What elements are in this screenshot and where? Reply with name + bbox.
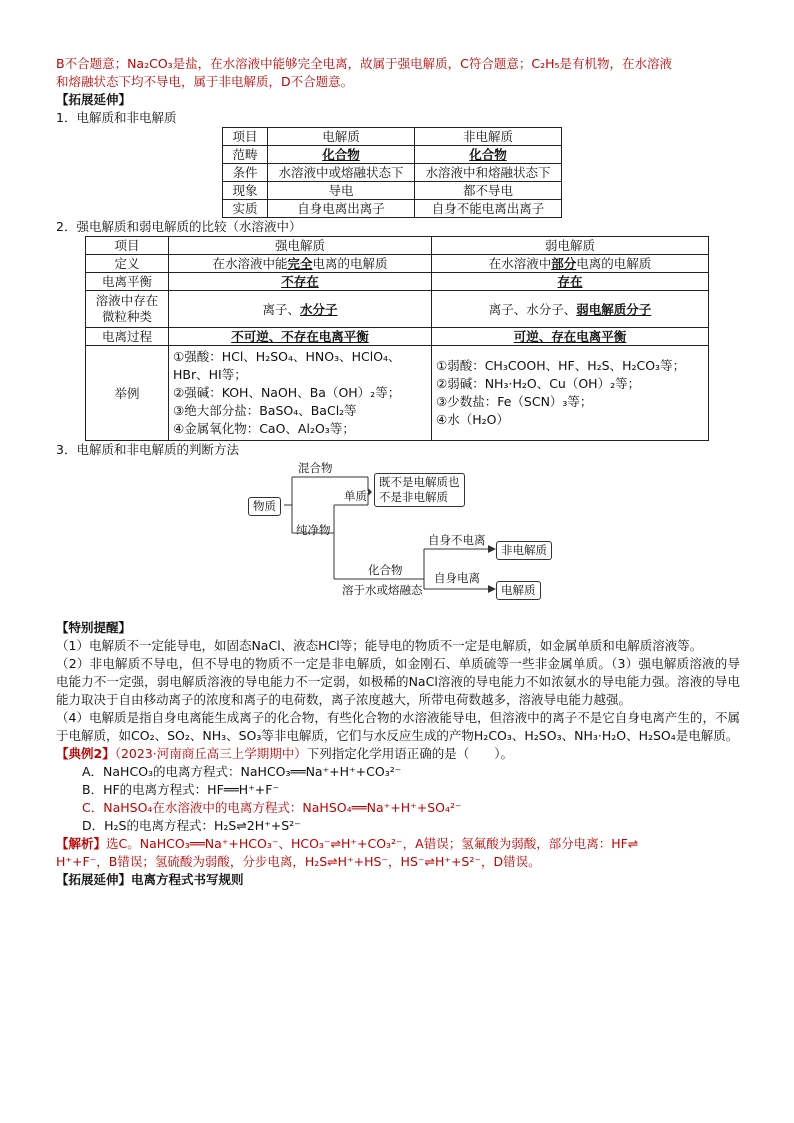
table-cell: 电离过程 <box>86 328 169 346</box>
table-cell: 离子、水分子、弱电解质分子 <box>432 291 709 328</box>
table-cell: 化合物 <box>268 146 415 164</box>
table-row <box>223 182 562 200</box>
extension-heading: 【拓展延伸】 <box>56 92 132 107</box>
label-ionize: 自身电离 <box>434 571 480 585</box>
table-row <box>86 346 709 441</box>
analysis-line-2: H⁺+F⁻，B错误；氢硫酸为弱酸，分步电离，H₂S⇌H⁺+HS⁻，HS⁻⇌H⁺+S²⁻，D错误。 <box>56 854 541 869</box>
table-cell: 在水溶液中部分电离的电解质 <box>432 255 709 273</box>
table-header-row <box>86 237 709 255</box>
electrolyte-table <box>222 127 562 218</box>
table-header-cell: 电解质 <box>268 128 415 146</box>
example-item: ②强碱：KOH、NaOH、Ba（OH）₂等； <box>173 385 401 400</box>
section-1-title: 1．电解质和非电解质 <box>56 110 177 125</box>
label-element: 单质 <box>344 489 367 503</box>
table-row <box>86 255 709 273</box>
document-page <box>56 55 740 889</box>
table-cell <box>169 346 432 441</box>
example-item: ①弱酸：CH₃COOH、HF、H₂S、H₂CO₃等； <box>436 358 686 373</box>
table-row <box>223 164 562 182</box>
example-item: ④金属氧化物：CaO、Al₂O₃等； <box>173 421 355 436</box>
example-question: 下列指定化学用语正确的是（ ）。 <box>306 746 514 761</box>
table-header-cell: 非电解质 <box>415 128 562 146</box>
intro-line-2: 和熔融状态下均不导电，属于非电解质，D不合题意。 <box>56 74 354 89</box>
label-not-ionize: 自身不电离 <box>428 533 486 547</box>
table-row <box>223 200 562 218</box>
table-cell: 范畴 <box>223 146 268 164</box>
strong-weak-table <box>85 236 709 441</box>
label-pure-substance: 纯净物 <box>296 523 331 537</box>
table-header-cell: 强电解质 <box>169 237 432 255</box>
table-cell: 导电 <box>268 182 415 200</box>
analysis-line-1: 【解析】选C。NaHCO₃══Na⁺+HCO₃⁻、HCO₃⁻⇌H⁺+CO₃²⁻，A错误；氢氟酸为弱酸，部分电离：HF⇌ <box>56 836 639 851</box>
table-cell: 现象 <box>223 182 268 200</box>
label-dissolve-or-melt: 溶于水或熔融态 <box>342 583 423 597</box>
table-header-row <box>223 128 562 146</box>
option-b: B．HF的电离方程式：HF══H⁺+F⁻ <box>82 782 280 797</box>
table-cell: 电离平衡 <box>86 273 169 291</box>
table-header-cell: 弱电解质 <box>432 237 709 255</box>
table-cell: 都不导电 <box>415 182 562 200</box>
table-cell: 水溶液中或熔融状态下 <box>268 164 415 182</box>
section-2-title: 2．强电解质和弱电解质的比较（水溶液中） <box>56 219 302 234</box>
example-item: ①强酸：HCl、H₂SO₄、HNO₃、HClO₄、HBr、HI等； <box>173 349 401 382</box>
extension-heading-2: 【拓展延伸】电离方程式书写规则 <box>56 872 244 887</box>
node-electrolyte: 电解质 <box>496 581 541 600</box>
node-neither: 既不是电解质也 不是非电解质 <box>374 473 465 507</box>
table-cell: 存在 <box>432 273 709 291</box>
table-cell: 在水溶液中能完全电离的电解质 <box>169 255 432 273</box>
example-item: ④水（H₂O） <box>436 412 509 427</box>
table-cell: 条件 <box>223 164 268 182</box>
example-2-question <box>56 745 740 763</box>
table-cell: 自身不能电离出离子 <box>415 200 562 218</box>
table-cell: 水溶液中和熔融状态下 <box>415 164 562 182</box>
tip-paragraph-1: （1）电解质不一定能导电，如固态NaCl、液态HCl等；能导电的物质不一定是电解质，如金属单质和电解质溶液等。 <box>56 638 703 653</box>
table-cell: 可逆、存在电离平衡 <box>432 328 709 346</box>
node-substance: 物质 <box>248 497 281 516</box>
table-cell: 举例 <box>86 346 169 441</box>
example-tag: 【典例2】 <box>56 746 115 761</box>
table-cell: 不存在 <box>169 273 432 291</box>
table-row <box>86 273 709 291</box>
tip-paragraph-2: （2）非电解质不导电，但不导电的物质不一定是非电解质，如金刚石、单质硫等一些非金属单质。（3）强电解质溶液的导电能力不一定强，弱电解质溶液的导电能力不一定弱，如极稀的NaCl溶液的导电能力不如浓氨水的导电能力强。溶液的导电能力取决于自由移动离子的浓度和离子的电荷数，离子浓度越大，所带电荷数越多，溶液导电能力越强。 <box>56 656 740 707</box>
tips-heading: 【特别提醒】 <box>56 620 132 635</box>
example-item: ②弱碱：NH₃·H₂O、Cu（OH）₂等； <box>436 376 641 391</box>
section-3-title: 3．电解质和非电解质的判断方法 <box>56 442 239 457</box>
table-cell: 不可逆、不存在电离平衡 <box>169 328 432 346</box>
option-c: C．NaHSO₄在水溶液中的电离方程式：NaHSO₄══Na⁺+H⁺+SO₄²⁻ <box>82 800 462 815</box>
analysis-tag: 【解析】 <box>56 836 107 851</box>
table-cell: 溶液中存在微粒种类 <box>86 291 169 328</box>
table-cell: 实质 <box>223 200 268 218</box>
label-compound: 化合物 <box>368 563 403 577</box>
table-cell: 化合物 <box>415 146 562 164</box>
table-row <box>86 291 709 328</box>
intro-line-1: B不合题意；Na₂CO₃是盐，在水溶液中能够完全电离，故属于强电解质，C符合题意；C₂H₅是有机物，在水溶液 <box>56 56 673 71</box>
table-header-cell: 项目 <box>86 237 169 255</box>
option-a: A．NaHCO₃的电离方程式：NaHCO₃══Na⁺+H⁺+CO₃²⁻ <box>82 764 402 779</box>
example-item: ③少数盐：Fe（SCN）₃等； <box>436 394 593 409</box>
table-cell: 定义 <box>86 255 169 273</box>
label-mixture: 混合物 <box>298 461 333 475</box>
table-cell: 离子、水分子 <box>169 291 432 328</box>
option-d: D．H₂S的电离方程式：H₂S⇌2H⁺+S²⁻ <box>82 818 301 833</box>
node-nonelectrolyte: 非电解质 <box>496 541 552 560</box>
classification-diagram <box>56 459 740 619</box>
table-cell: 自身电离出离子 <box>268 200 415 218</box>
table-cell <box>432 346 709 441</box>
table-header-cell: 项目 <box>223 128 268 146</box>
table-row <box>86 328 709 346</box>
example-item: ③绝大部分盐：BaSO₄、BaCl₂等 <box>173 403 357 418</box>
table-row <box>223 146 562 164</box>
example-source: （2023·河南商丘高三上学期期中） <box>114 746 307 761</box>
tip-paragraph-3: （4）电解质是指自身电离能生成离子的化合物，有些化合物的水溶液能导电，但溶液中的离子不是它自身电离产生的，不属于电解质，如CO₂、SO₂、NH₃、SO₃等非电解质，它们与水反应生成的产物H₂CO₃、H₂SO₃、NH₃·H₂O、H₂SO₄是电解质。 <box>56 710 740 743</box>
